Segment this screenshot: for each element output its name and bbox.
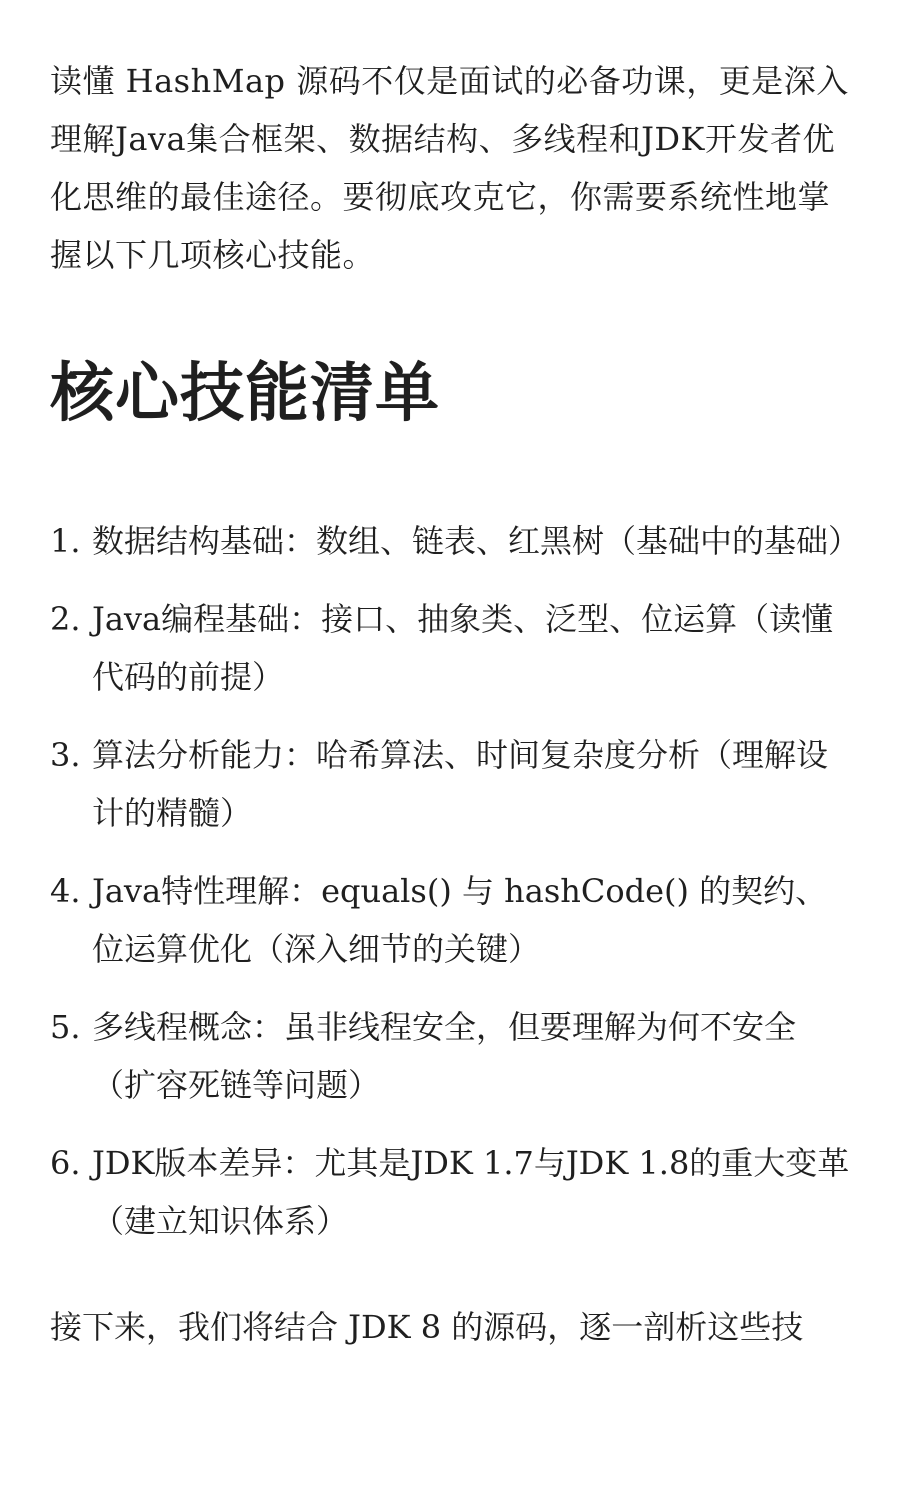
skill-item-1 bbox=[50, 512, 861, 570]
article bbox=[50, 52, 861, 1356]
skill-item-5 bbox=[50, 998, 850, 1114]
skill-text: 数据结构基础：数组、链表、红黑树（基础中的基础） bbox=[92, 522, 861, 560]
skill-text: 多线程概念：虽非线程安全，但要理解为何不安全（扩容死链等问题） bbox=[92, 1008, 797, 1104]
skill-number: 4. bbox=[50, 872, 81, 910]
skill-number: 2. bbox=[50, 600, 81, 638]
skill-list bbox=[50, 512, 861, 1250]
intro-paragraph: 读懂 HashMap 源码不仅是面试的必备功课，更是深入理解Java集合框架、数据结构、多线程和JDK开发者优化思维的最佳途径。要彻底攻克它，你需要系统性地掌握以下几项核心技能。 bbox=[50, 62, 849, 274]
skill-number: 3. bbox=[50, 736, 81, 774]
skill-item-6 bbox=[50, 1134, 850, 1250]
skill-number: 6. bbox=[50, 1144, 81, 1182]
skill-text: Java编程基础：接口、抽象类、泛型、位运算（读懂代码的前提） bbox=[92, 600, 834, 696]
skill-item-4 bbox=[50, 862, 850, 978]
skill-item-2 bbox=[50, 590, 850, 706]
section-heading: 核心技能清单 bbox=[50, 356, 440, 431]
skill-text: Java特性理解：equals() 与 hashCode() 的契约、位运算优化（深入细节的关键） bbox=[92, 872, 828, 968]
skill-text: 算法分析能力：哈希算法、时间复杂度分析（理解设计的精髓） bbox=[92, 736, 829, 832]
skill-item-3 bbox=[50, 726, 850, 842]
outro-paragraph: 接下来，我们将结合 JDK 8 的源码，逐一剖析这些技 bbox=[50, 1308, 804, 1346]
skill-number: 5. bbox=[50, 1008, 81, 1046]
skill-text: JDK版本差异：尤其是JDK 1.7与JDK 1.8的重大变革（建立知识体系） bbox=[92, 1144, 850, 1240]
skill-number: 1. bbox=[50, 522, 81, 560]
